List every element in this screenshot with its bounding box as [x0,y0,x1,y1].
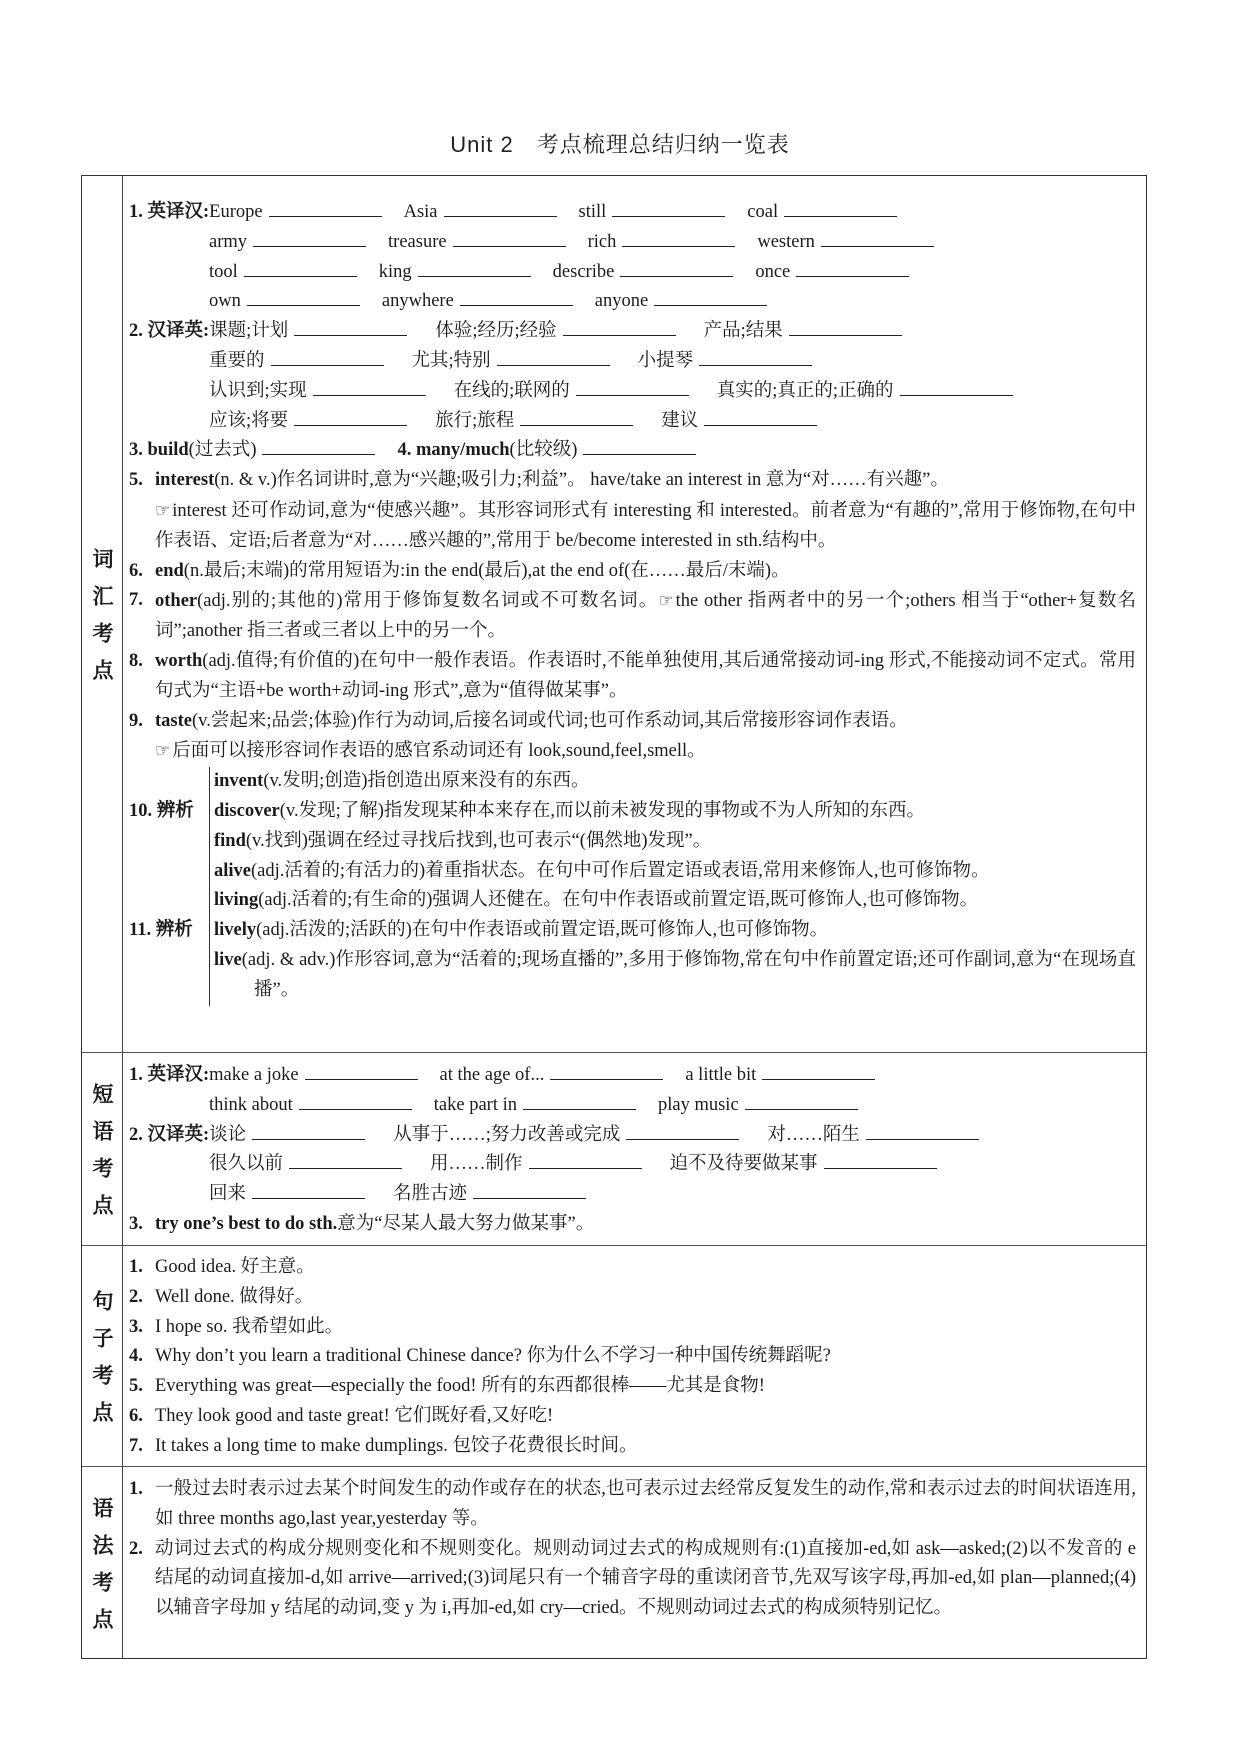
item-hint: (比较级) [509,440,578,461]
entry-word: tool [209,261,238,282]
answer-blank [294,424,407,426]
page-title: Unit 2 考点梳理总结归纳一览表 [450,132,790,157]
answer-blank [247,304,360,306]
blank-entry [670,1150,937,1180]
item-text: (n. & v.)作名词讲时,意为“兴趣;吸引力;利益”。 have/take an interest in 意为“对……有兴趣”。 [214,470,949,491]
comparison-row [214,857,1136,887]
list-item [129,1283,1136,1313]
list-item [129,198,1136,317]
item-number: 5. [129,470,143,491]
answer-blank [550,1078,663,1080]
item-text: (v.尝起来;品尝;体验)作行为动词,后接名词或代词;也可作系动词,其后常接形容词作表语。 [191,710,908,731]
blank-row [129,1121,1136,1151]
blank-row [129,228,1136,258]
comparison-bracket [209,767,1136,856]
entry-word: treasure [388,231,447,252]
blank-entry [579,198,726,228]
word-explanation: (adj.活泼的;活跃的)在句中作表语或前置定语,既可修饰人,也可修饰物。 [256,920,829,941]
sentences-label: 句子考点 [90,1290,114,1438]
answer-blank [745,1108,858,1110]
item-heading: build [147,440,189,461]
word-explanation: (adj.活着的;有活力的)着重指状态。在句中可作后置定语或表语,常用来修饰人,也可修饰物。 [251,860,990,881]
item-number: 11. [129,920,152,941]
entry-word: king [378,261,412,282]
list-item [129,1210,1136,1240]
list-item [129,1253,1136,1283]
entry-word: 迫不及待要做某事 [669,1154,818,1175]
item-number: 6. [129,560,143,581]
blank-entry [209,1091,412,1121]
blank-entry [209,258,357,288]
item-number: 1. [129,1479,143,1499]
list-item [129,586,1136,647]
entry-word: 很久以前 [209,1154,284,1175]
answer-blank [796,275,909,277]
answer-blank [789,334,902,336]
entry-word: 重要的 [209,350,265,371]
answer-blank [704,424,817,426]
blank-entry [209,1150,402,1180]
answer-blank [654,304,767,306]
blank-entry [209,317,407,347]
answer-blank [269,215,382,217]
entry-word: army [209,231,248,252]
item-number: 2. [129,1538,143,1559]
answer-blank [299,1108,412,1110]
blank-entry [404,198,557,228]
tip-text: 后面可以接形容词作表语的感官系动词还有 look,sound,feel,smell。 [172,741,706,762]
entry-word: coal [747,202,779,222]
list-item [129,317,1136,436]
list-item [129,1121,1136,1210]
tip-text: the other 指两者中的另一个;others 相当于“other+复数名词”;another 指三者或三者以上中的另一个。 [155,591,1136,642]
comparison-row [214,767,1136,797]
blank-row [129,347,1136,377]
list-item [129,1535,1136,1624]
word-heading: living [214,890,259,911]
entry-word: anywhere [381,291,454,312]
section-label [82,1053,123,1245]
word-heading: lively [214,920,257,941]
comparison-row [214,797,1136,827]
blank-entry [209,347,384,377]
item-number: 3. [129,1316,143,1337]
item-text: Well done. 做得好。 [155,1286,314,1307]
word-explanation: (adj.活着的;有生命的)强调人还健在。在句中作表语或前置定语,既可修饰人,也可修饰物。 [258,890,979,911]
answer-blank [762,1078,875,1080]
item-number: 7. [129,1435,143,1456]
blank-entry [382,287,573,317]
list-item [129,436,1136,466]
list-item [129,857,1136,1006]
blank-entry [553,258,734,288]
word-heading: alive [214,860,251,881]
answer-blank [252,1197,365,1199]
blank-entry [209,198,381,228]
entry-word: take part in [433,1094,517,1115]
item-text: 意为“尽某人最大努力做某事”。 [337,1213,595,1234]
blank-entry [755,258,909,288]
section-grammar [82,1466,1146,1658]
blank-row [129,1180,1136,1210]
list-item [129,1402,1136,1432]
blank-row [129,1061,1136,1091]
section-body [123,176,1146,1052]
item-hint: (过去式) [188,440,257,461]
blank-entry [638,347,813,377]
blank-entry [434,1091,636,1121]
answer-blank [262,453,375,455]
answer-blank [444,215,557,217]
word-heading: discover [214,800,280,821]
comparison-row [214,827,1136,857]
item-heading: 辨析 [155,920,193,941]
blank-entry [209,287,360,317]
section-phrases [82,1052,1146,1245]
answer-blank [622,245,735,247]
blank-entry [717,377,1013,407]
entry-word: rich [587,231,617,252]
blank-entry [658,1091,858,1121]
list-item [129,1313,1136,1343]
item-heading: 英译汉: [147,202,210,222]
answer-blank [866,1138,979,1140]
answer-blank [497,364,610,366]
item-text: They look good and taste great! 它们既好看,又好吃! [155,1405,554,1426]
item-heading: interest [155,470,215,491]
blank-entry [209,1061,417,1091]
blank-entry [454,377,689,407]
tip-note [155,496,1136,557]
entry-word: 真实的;真正的;正确的 [716,380,894,401]
answer-blank [244,275,357,277]
item-number: 1. [129,202,143,222]
item-number: 3. [129,1213,143,1234]
entry-word: a little bit [685,1065,757,1085]
tip-note [155,736,1136,767]
item-heading: try one’s best to do sth. [155,1213,338,1234]
entry-word: anyone [594,291,649,312]
answer-blank [313,394,426,396]
list-item [129,466,1136,556]
entry-word: at the age of... [439,1065,545,1085]
blank-entry [430,1150,642,1180]
item-heading: 英译汉: [147,1065,210,1085]
item-text: 一般过去时表示过去某个时间发生的动作或存在的状态,也可表示过去经常反复发生的动作,常和表示过去的时间状语连用,如 three months ago,last year,yesterday 等。 [155,1479,1136,1529]
answer-blank [473,1197,586,1199]
answer-blank [821,245,934,247]
comparison-bracket [209,857,1136,1006]
word-explanation: (adj. & adv.)作形容词,意为“活着的;现场直播的”,多用于修饰物,常在句中作前置定语;还可作副词,意为“在现场直播”。 [241,949,1136,1000]
summary-table [81,175,1147,1659]
answer-blank [529,1167,642,1169]
blank-entry [704,317,902,347]
fill-in-entry [129,436,375,466]
answer-blank [576,394,689,396]
entry-word: Asia [403,202,438,222]
entry-word: make a joke [209,1065,299,1085]
blank-row [129,1091,1136,1121]
comparison-row [214,886,1136,916]
item-text: Why don’t you learn a traditional Chinese dance? 你为什么不学习一种中国传统舞蹈呢? [155,1346,831,1367]
list-item [129,647,1136,707]
entry-word: think about [209,1094,293,1115]
blank-entry [747,198,897,228]
answer-blank [460,304,573,306]
blank-entry [393,1121,739,1151]
phrases-label: 短语考点 [90,1083,114,1231]
section-label [82,1467,123,1658]
item-heading: worth [155,650,203,671]
entry-word: 用……制作 [430,1154,523,1175]
section-body [123,1053,1146,1245]
answer-blank [563,334,676,336]
answer-blank [289,1167,402,1169]
item-heading: end [155,560,184,581]
fill-in-entry [397,436,696,466]
tip-text: interest 还可作动词,意为“使感兴趣”。其形容词形式有 interesting 和 interested。前者意为“有趣的”,常用于修饰物,在句中作表语、定语;后者意为“对……感兴趣的”,常用于 be/become interested in sth.结构中。 [155,500,1136,551]
item-text: (adj.值得;有价值的)在句中一般作表语。作表语时,不能单独使用,其后通常接动词-ing 形式,不能接动词不定式。常用句式为“主语+be worth+动词-ing 形式”,意为“值得做某事”。 [155,650,1136,701]
item-heading: other [155,591,198,612]
entry-word: play music [657,1094,739,1115]
blank-row [129,198,1136,228]
item-number: 2. [129,1124,143,1145]
comparison-row [214,946,1136,1006]
item-number: 9. [129,710,143,731]
blank-entry [435,407,633,437]
blank-entry [388,228,566,258]
entry-word: still [578,202,607,222]
blank-entry [209,1121,365,1151]
blank-entry [757,228,934,258]
blank-entry [440,1061,664,1091]
section-vocabulary [82,176,1146,1052]
list-item [129,1432,1136,1462]
item-number: 1. [129,1065,143,1085]
entry-word: 应该;将要 [209,410,289,431]
entry-word: 谈论 [209,1124,247,1145]
answer-blank [523,1108,636,1110]
answer-blank [520,424,633,426]
blank-row [129,317,1136,347]
entry-word: 名胜古迹 [393,1184,468,1205]
item-number: 6. [129,1405,143,1426]
blank-entry [209,377,426,407]
blank-entry [209,407,407,437]
entry-word: describe [552,261,615,282]
item-number: 2. [129,321,143,342]
list-item [129,1061,1136,1121]
item-heading: 辨析 [156,800,194,821]
item-text: Everything was great—especially the food! 所有的东西都很棒——尤其是食物! [155,1376,765,1397]
answer-blank [784,215,897,217]
item-text: (adj.别的;其他的)常用于修饰复数名词或不可数名词。 [197,591,659,612]
item-number: 1. [129,1257,143,1277]
blank-row [129,407,1136,437]
answer-blank [252,1138,365,1140]
entry-word: 回来 [209,1184,247,1205]
answer-blank [824,1167,937,1169]
item-number: 3. [129,440,143,461]
blank-entry [412,347,610,377]
list-item [129,707,1136,768]
item-text: Good idea. 好主意。 [155,1257,315,1277]
word-heading: live [214,949,242,970]
answer-blank [305,1078,418,1080]
blank-row [129,1150,1136,1180]
comparison-row [214,916,1136,946]
entry-word: 从事于……;努力改善或完成 [393,1124,621,1145]
item-number: 4. [129,1346,143,1367]
item-number: 5. [129,1376,143,1397]
word-heading: invent [214,771,264,792]
entry-word: 对……陌生 [767,1124,860,1145]
vocabulary-label: 词汇考点 [90,548,114,696]
answer-blank [699,364,812,366]
answer-blank [583,453,696,455]
list-item [129,767,1136,856]
entry-word: 课题;计划 [209,321,289,342]
answer-blank [626,1138,739,1140]
blank-row [129,287,1136,317]
item-text: It takes a long time to make dumplings. 包饺子花费很长时间。 [155,1435,638,1456]
entry-word: 尤其;特别 [411,350,491,371]
item-heading: taste [155,710,192,731]
grammar-label: 语法考点 [90,1496,114,1645]
blank-row [129,258,1136,288]
item-number: 2. [129,1286,143,1307]
list-item [129,1342,1136,1372]
item-heading: many/much [415,440,510,461]
blank-entry [588,228,736,258]
entry-word: 在线的;联网的 [453,380,570,401]
hand-point-icon: ☞ [658,591,674,611]
answer-blank [900,394,1013,396]
comparison-label [129,916,209,946]
item-number: 10. [129,800,153,821]
answer-blank [271,364,384,366]
section-sentences [82,1245,1146,1466]
word-explanation: (v.发现;了解)指发现某种本来存在,而以前未被发现的事物或不为人所知的东西。 [279,800,926,821]
list-item [129,1372,1136,1402]
answer-blank [453,245,566,247]
blank-entry [685,1061,875,1091]
answer-blank [418,275,531,277]
blank-entry [209,228,366,258]
entry-word: 认识到;实现 [209,380,307,401]
blank-entry [767,1121,979,1151]
hand-point-icon: ☞ [155,741,171,761]
item-number: 4. [397,440,412,461]
entry-word: once [755,261,791,282]
item-text: 动词过去式的构成分规则变化和不规则变化。规则动词过去式的构成规则有:(1)直接加-ed,如 ask—asked;(2)以不发音的 e 结尾的动词直接加-d,如 arrive—arrived;(3)词尾只有一个辅音字母的重读闭音节,先双写该字母,再加-ed,如 plan—planned;(4)以辅音字母加 y 结尾的动词,变 y 为 i,再加-ed,如 cry—cried。不规则动词过去式的构成须特别记忆。 [155,1538,1136,1619]
section-label [82,1246,123,1466]
comparison-label [129,797,209,827]
item-heading: 汉译英: [147,321,210,342]
entry-word: 旅行;旅程 [435,410,515,431]
blank-entry [435,317,675,347]
answer-blank [612,215,725,217]
section-body [123,1467,1146,1658]
list-item [129,1475,1136,1535]
hand-point-icon: ☞ [155,500,171,520]
word-explanation: (v.找到)强调在经过寻找后找到,也可表示“(偶然地)发现”。 [245,830,712,851]
item-text: I hope so. 我希望如此。 [155,1316,344,1337]
entry-word: 体验;经历;经验 [435,321,557,342]
item-number: 8. [129,650,143,671]
entry-word: 建议 [661,410,699,431]
list-item [129,557,1136,587]
blank-entry [595,287,767,317]
entry-word: 小提琴 [637,350,694,371]
word-heading: find [214,830,246,851]
item-text: (n.最后;末端)的常用短语为:in the end(最后),at the end of(在……最后/末端)。 [183,560,790,581]
blank-entry [209,1180,365,1210]
answer-blank [253,245,366,247]
entry-word: western [757,231,815,252]
section-body [123,1246,1146,1466]
comparison-group [129,767,1136,856]
answer-blank [294,334,407,336]
entry-word: Europe [209,202,263,222]
comparison-group [129,857,1136,1006]
item-number: 7. [129,590,143,611]
entry-word: 产品;结果 [703,321,783,342]
word-explanation: (v.发明;创造)指创造出原来没有的东西。 [263,771,590,792]
item-heading: 汉译英: [147,1124,210,1145]
answer-blank [620,275,733,277]
blank-entry [661,407,817,437]
blank-entry [379,258,531,288]
blank-row [129,377,1136,407]
section-label [82,176,123,1052]
blank-entry [393,1180,586,1210]
entry-word: own [209,291,241,312]
